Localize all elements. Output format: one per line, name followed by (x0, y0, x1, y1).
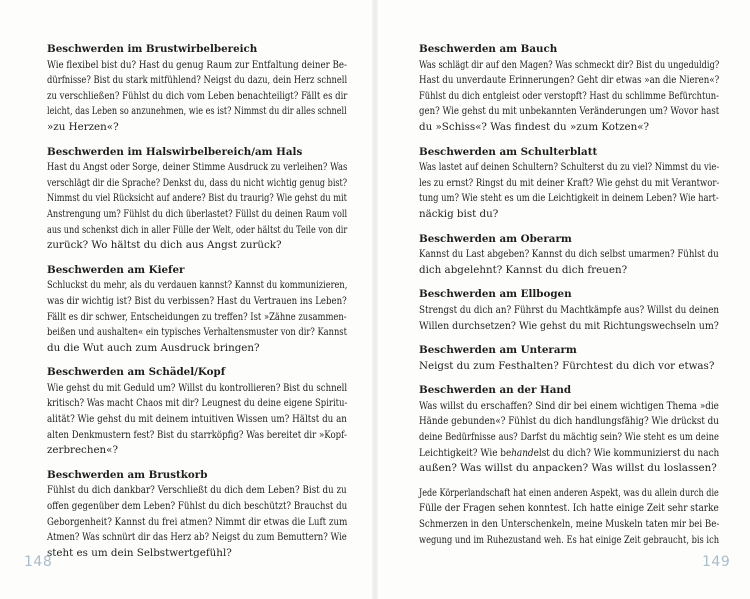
section-heading: Beschwerden am Oberarm (419, 232, 572, 245)
body-text-line: Hände gebunden«? Fühlst du dich handlungsfähig? Wie drückst du (419, 415, 719, 428)
left-text-column (47, 42, 347, 570)
section-heading: Beschwerden am Bauch (419, 43, 558, 55)
right-text-column (419, 42, 719, 557)
body-text-line: Wie gehst du mit Geduld um? Willst du kontrollieren? Bist du schnell (47, 381, 348, 394)
left-page-number: 148 (24, 554, 53, 570)
section-heading: Beschwerden am Ellbogen (419, 288, 572, 301)
section-heading: Beschwerden im Halswirbelbereich/am Hals (47, 145, 303, 158)
body-text-line: Neigst du zum Festhalten? Fürchtest du dich vor etwas? (419, 359, 715, 372)
body-text-line: Fühlst du dich dankbar? Verschließt du dich dem Leben? Bist du zu (47, 484, 347, 497)
body-text-line: Geborgenheit? Kannst du frei atmen? Nimmt dir etwas die Luft zum (47, 515, 348, 528)
body-text-line: du die Wut auch zum Ausdruck bringen? (47, 341, 260, 354)
body-text-line: Was willst du erschaffen? Sind dir bei einem wichtigen Thema »die (419, 399, 719, 412)
body-text-line: Was schlägt dir auf den Magen? Was schmeckt dir? Bist du ungeduldig? (419, 58, 720, 71)
body-text-line: Fühlst du dich entgleist oder verstopft? Hast du schlimme Befürchtun- (419, 89, 719, 102)
body-text-line: steht es um dein Selbstwertgefühl? (47, 546, 232, 559)
body-text-line: zu verschließen? Fühlst du dich vom Leben benachteiligt? Fällt es dir (47, 89, 348, 102)
body-text-line: dich abgelehnt? Kannst du dich freuen? (419, 263, 628, 276)
section-heading: Beschwerden am Schädel/Kopf (47, 366, 226, 379)
body-text-line: wegung und im Ruhezustand weh. Es hat einige Zeit gebraucht, bis ich (419, 533, 720, 546)
body-text-line: Schmerzen in den Unterschenkeln, meine Muskeln taten mir bei Be- (419, 518, 720, 531)
body-text-line: was dir wichtig ist? Bist du verbissen? Hast du Vertrauen ins Leben? (47, 294, 347, 307)
right-page (376, 0, 750, 599)
text-section (419, 42, 719, 136)
body-text-line: Fällt es dir schwer, Entscheidungen zu treffen? Ist »Zähne zusammen- (47, 310, 347, 323)
body-text-line: Jede Körperlandschaft hat einen anderen Aspekt, was du allein durch die (419, 486, 719, 499)
body-text-line: deine Bedürfnisse aus? Darfst du mächtig sein? Wie steht es um deine (419, 431, 719, 444)
text-section (47, 42, 347, 136)
section-heading: Beschwerden am Unterarm (419, 344, 577, 357)
body-text-line: verschlägt dir die Sprache? Denkst du, dass du nicht wichtig genug bist? (47, 176, 348, 189)
text-section (419, 287, 719, 334)
text-section (419, 145, 719, 223)
body-text-line: Hast du Angst oder Sorge, deiner Stimme Ausdruck zu verleihen? Was (47, 161, 348, 174)
left-page (0, 0, 374, 599)
text-section (419, 232, 719, 279)
body-text-line: alität? Wie gehst du mit deinem intuitiven Wissen um? Hältst du an (47, 413, 347, 426)
body-text-line: Schluckst du mehr, als du verdauen kannst? Kannst du kommunizieren, (47, 279, 348, 292)
body-text-line: offen gegenüber dem Leben? Fühlst du dich beschützt? Brauchst du (47, 500, 348, 513)
body-text-line: Was lastet auf deinen Schultern? Schulterst du zu viel? Nimmst du vie- (419, 161, 720, 174)
body-text-line: Anstrengung um? Fühlst du dich überlastet? Füllst du deinen Raum voll (47, 207, 348, 220)
body-text-line: leicht, das Leben so anzunehmen, wie es ist? Nimmst du dir alles schnell (47, 105, 347, 118)
body-text-line: alten Denkmustern fest? Bist du starrköpfig? Was bereitet dir »Kopf- (47, 428, 347, 441)
body-text-line: beißen und aushalten« ein typisches Verhaltensmuster von dir? Kannst (47, 326, 347, 339)
body-text-line: zerbrechen«? (47, 444, 118, 457)
body-text-line: Fülle der Fragen sehen konntest. Ich hatte einige Zeit sehr starke (419, 502, 719, 515)
body-text-line: Hast du unverdaute Erinnerungen? Geht dir etwas »an die Nieren«? (419, 74, 720, 87)
section-heading: Beschwerden am Schulterblatt (419, 145, 598, 158)
body-text-line: tung um? Wie steht es um die Leichtigkeit in deinem Leben? Wie hart- (419, 192, 719, 205)
body-text-line: du »Schiss«? Was findest du »zum Kotzen«? (419, 120, 650, 133)
body-text-line: Nimmst du viel Rücksicht auf andere? Bist du traurig? Wie gehst du mit (47, 192, 347, 205)
body-text-line: dürfnisse? Bist du stark mitfühlend? Neigst du dazu, dein Herz schnell (47, 74, 348, 87)
text-section (47, 145, 347, 254)
body-text-line: gen? Wie gehst du mit unbekannten Veränderungen um? Wovor hast (419, 105, 720, 118)
body-text-line: »zu Herzen«? (47, 120, 119, 133)
body-text-line: Wie flexibel bist du? Hast du genug Raum zur Entfaltung deiner Be- (47, 58, 347, 71)
body-text-line: näckig bist du? (419, 207, 499, 220)
section-heading: Beschwerden im Brustwirbelbereich (47, 43, 258, 55)
body-text-line: Strengst du dich an? Führst du Machtkämpfe aus? Willst du deinen (419, 303, 720, 316)
text-section (47, 365, 347, 459)
body-text-line: les zu ernst? Ringst du mit deiner Kraft? Wie gehst du mit Verantwor- (419, 176, 720, 189)
body-text-line: kritisch? Was macht Chaos mit dir? Leugnest du deine eigene Spiritu- (47, 397, 348, 410)
section-heading: Beschwerden am Kiefer (47, 263, 185, 276)
text-section (47, 468, 347, 562)
right-page-number: 149 (702, 554, 731, 570)
text-section (419, 343, 719, 374)
body-text-line: Willen durchsetzen? Wie gehst du mit Richtungswechseln um? (419, 319, 719, 332)
body-text-line: aus und schenkst dich in aller Fülle der Welt, oder hältst du Teile von dir (47, 223, 348, 236)
section-heading: Beschwerden am Brustkorb (47, 468, 208, 481)
section-heading: Beschwerden an der Hand (419, 384, 572, 397)
text-section (419, 383, 719, 477)
body-text-line: außen? Was willst du anpacken? Was willst du loslassen? (419, 462, 717, 475)
body-text-line: Kannst du Last abgeben? Kannst du dich selbst umarmen? Fühlst du (419, 248, 719, 261)
body-text-line: Atmen? Was schnürt dir das Herz ab? Neigst du zum Bemuttern? Wie (47, 531, 347, 544)
body-text-line: zurück? Wo hältst du dich aus Angst zurück? (47, 239, 282, 252)
text-section (47, 263, 347, 357)
body-text-line: Leichtigkeit? Wie behandelst du dich? Wie kommunizierst du nach (419, 446, 720, 459)
text-section (419, 486, 719, 548)
